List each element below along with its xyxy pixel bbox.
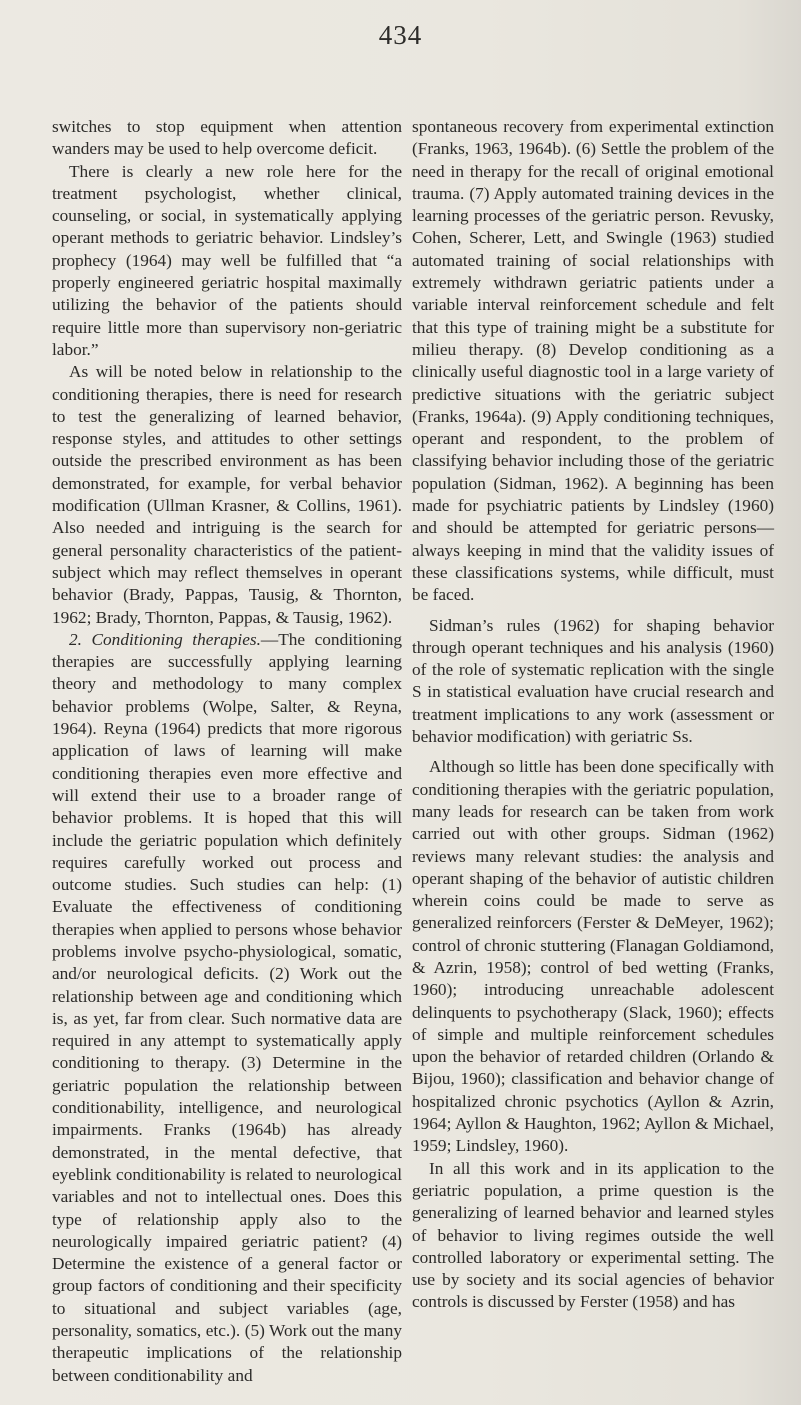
paragraph-spontaneous-recovery: spontaneous recovery from experimental extinction (Franks, 1963, 1964b). (6) Settle the problem of the need in therapy for the recall of original emotional trauma. (7) Apply automated training devices in the learning processes of the geriatric person. Revusky, Cohen, Scherer, Lett, and Swingle (1963) studied automated training of social relationships with extremely withdrawn geriatric patients under a variable interval reinforcement schedule and felt that this type of training might be a substitute for milieu therapy. (8) Develop conditioning as a clinically useful diagnostic tool in a large variety of predictive situations with the geriatric subject (Franks, 1964a). (9) Apply conditioning techniques, operant and respondent, to the problem of classifying behavior including those of the geriatric population (Sidman, 1962). A beginning has been made for psychiatric patients by Lindsley (1960) and should be attempted for geriatric persons—always keeping in mind that the validity issues of these classifications systems, while difficult, must be faced. [412,117,774,605]
right-column [412,116,774,1314]
left-column [52,116,402,1387]
paragraph-conditioning-therapies [52,629,402,1387]
paragraph-other-groups: Although so little has been done specifically with conditioning therapies with the geriatric population, many leads for research can be taken from work carried out with other groups. Sidman (1962) reviews many relevant studies: the analysis and operant shaping of the behavior of autistic children wherein coins could be made to serve as generalized reinforcers (Ferster & DeMeyer, 1962); control of chronic stuttering (Flanagan Goldiamond, & Azrin, 1958); control of bed wetting (Franks, 1960); introducing unreachable adolescent delinquents to psychotherapy (Slack, 1960); effects of simple and multiple reinforcement schedules upon the behavior of retarded children (Orlando & Bijou, 1960); classification and behavior change of hospitalized chronic psychotics (Ayllon & Azrin, 1964; Ayllon & Haughton, 1962; Ayllon & Michael, 1959; Lindsley, 1960). [412,757,774,1156]
page-number: 434 [378,20,423,50]
paragraph-generalizing-research: As will be noted below in relationship to the conditioning therapies, there is need for research to test the generalizing of learned behavior, response styles, and attitudes to other settings outside the prescribed environment as has been demonstrated, for example, for verbal behavior modification (Ullman Krasner, & Collins, 1961). Also needed and intriguing is the search for general personality characteristics of the patient-subject which may reflect themselves in operant behavior (Brady, Pappas, Tausig, & Thornton, 1962; Brady, Thornton, Pappas, & Tausig, 1962). [52,362,402,627]
section-heading: 2. Conditioning therapies. [69,629,261,649]
section-body: —The conditioning therapies are successfully applying learning theory and methodology to many complex behavior problems (Wolpe, Salter, & Reyna, 1964). Reyna (1964) predicts that more rigorous application of laws of learning will make conditioning therapies even more effective and will extend their use to a broader range of behavior problems. It is hoped that this will include the geriatric population which definitely requires carefully worked out process and outcome studies. Such studies can help: (1) Evaluate the effectiveness of conditioning therapies when applied to persons whose behavior problems involve psycho-physiological, somatic, and/or neurological deficits. (2) Work out the relationship between age and conditioning which is, as yet, far from clear. Such normative data are required in any attempt to systematically apply conditioning to therapy. (3) Determine in the geriatric population the relationship between conditionability, intelligence, and neurological impairments. Franks (1964b) has already demonstrated, in the mental defective, that eyeblink conditionability is related to neurological variables and not to intellectual ones. Does this type of relationship apply also to the neurologically impaired geriatric patient? (4) Determine the existence of a general factor or group factors of conditioning and their specificity to situational and subject variables (age, personality, somatics, etc.). (5) Work out the many therapeutic implications of the relationship between conditionability and [52,629,402,1385]
paragraph-generalizing-behavior: In all this work and in its application to the geriatric population, a prime question is the generalizing of learned behavior and learned styles of behavior to living regimes outside the well controlled laboratory or experimental setting. The use by society and its social agencies of behavior controls is discussed by Ferster (1958) and has [412,1158,774,1312]
paragraph-sidman-rules: Sidman’s rules (1962) for shaping behavior through operant techniques and his analysis (1960) of the role of systematic replication with the single S in statistical evaluation have crucial research and treatment implications to any work (assessment or behavior modification) with geriatric Ss. [412,615,774,747]
paragraph-continuation: switches to stop equipment when attention wanders may be used to help overcome deficit. [52,117,402,159]
paragraph-treatment-psychologist: There is clearly a new role here for the treatment psychologist, whether clinical, counseling, or social, in systematically applying operant methods to geriatric behavior. Lindsley’s prophecy (1964) may well be fulfilled that “a properly engineered geriatric hospital maximally utilizing the behavior of the patients should require little more than supervisory non-geriatric labor.” [52,161,402,359]
